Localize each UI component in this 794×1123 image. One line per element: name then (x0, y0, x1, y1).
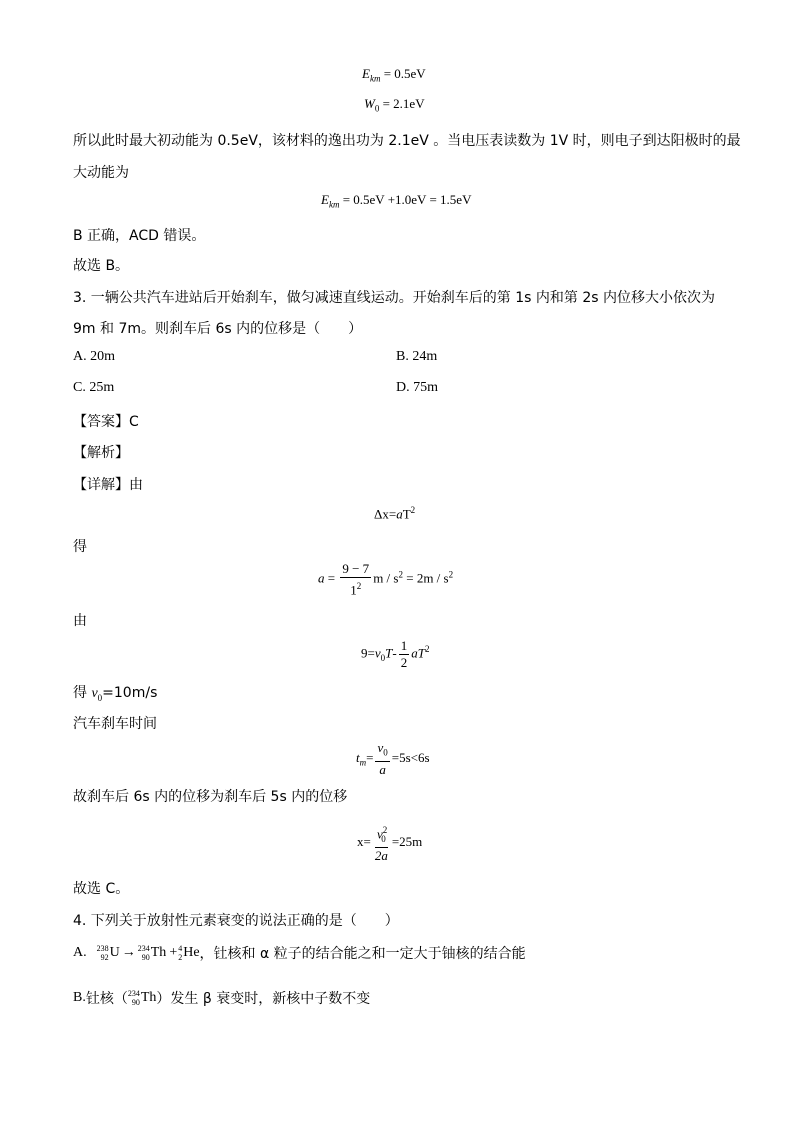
equation-w0: $W_0 = 2.1eV$ (364, 96, 425, 114)
equation-ekm-final: $E_{km} = 0.5eV +1.0eV = 1.5eV$ (321, 192, 472, 210)
de-text: 得 (73, 539, 87, 555)
answer-label: 【答案】C (73, 414, 139, 430)
option-b: B. 钍核（ 234 90 Th ）发生 β 衰变时，新核中子数不变 (73, 989, 371, 1007)
equation-ekm: $E_{km} = 0.5eV$ (362, 66, 426, 84)
option-a: A. 20m (73, 349, 115, 364)
nuclide-thorium: 234 90 Th (137, 944, 167, 962)
conclusion-displacement: 故刹车后 6s 内的位移为刹车后 5s 内的位移 (73, 789, 348, 805)
fraction: $\frac{v^2_0}{2a}$ (373, 822, 390, 864)
option-c: C. 25m (73, 380, 115, 395)
v0-result: 得 $v_0=10m/s$ (73, 685, 158, 703)
question-3-stem: 3. 一辆公共汽车进站后开始刹车，做匀减速直线运动。开始刹车后的第 1s 内和第 2s 内位移大小依次为 (73, 290, 716, 306)
brake-time-label: 汽车刹车时间 (73, 716, 157, 732)
you-text: 由 (73, 613, 87, 629)
option-d: D. 75m (396, 380, 438, 395)
fraction: $\frac{9 - 7}{1^2}$ (342, 561, 370, 598)
paragraph-line: 所以此时最大初动能为 0.5eV，该材料的逸出功为 2.1eV 。当电压表读数为 1V 时，则电子到达阳极时的最 (73, 133, 741, 149)
option-a: A. 238 92 U → 234 90 Th + 4 2 He ，钍核和 α 粒子的结合能之和一定大于铀核的结合能 (73, 944, 526, 962)
fraction: $\frac{1}{2}$ (400, 638, 408, 670)
equation-brake-time: $t_m=$ $\frac{v_0}{a}$ =5s<6s (356, 740, 430, 777)
choose-text: 故选 C。 (73, 881, 130, 897)
paragraph-line: 大动能为 (73, 165, 129, 181)
question-3-stem: 9m 和 7m。则刹车后 6s 内的位移是（ ） (73, 321, 363, 337)
equation-delta-x: $\Delta x=aT^2$ (374, 505, 416, 522)
nuclide-helium: 4 2 He (178, 944, 200, 962)
nuclide-thorium: 234 90 Th (127, 989, 157, 1007)
detail-label: 【详解】由 (73, 477, 143, 493)
equation-x: x= $\frac{v^2_0}{2a}$ =25m (357, 822, 422, 864)
choose-text: 故选 B。 (73, 258, 130, 274)
equation-acceleration: a = $\frac{9 - 7}{1^2}$ $m / s^2 = 2m / s^2$ (318, 561, 454, 598)
analysis-label: 【解析】 (73, 445, 129, 461)
question-4-stem: 4. 下列关于放射性元素衰变的说法正确的是（ ） (73, 913, 399, 929)
option-b: B. 24m (396, 349, 438, 364)
conclusion-text: B 正确，ACD 错误。 (73, 228, 206, 244)
nuclide-uranium: 238 92 U (96, 944, 120, 962)
fraction: $\frac{v_0}{a}$ (377, 740, 388, 777)
equation-displacement: $9=v_0T-$ $\frac{1}{2}$ $aT^2$ (361, 638, 430, 670)
